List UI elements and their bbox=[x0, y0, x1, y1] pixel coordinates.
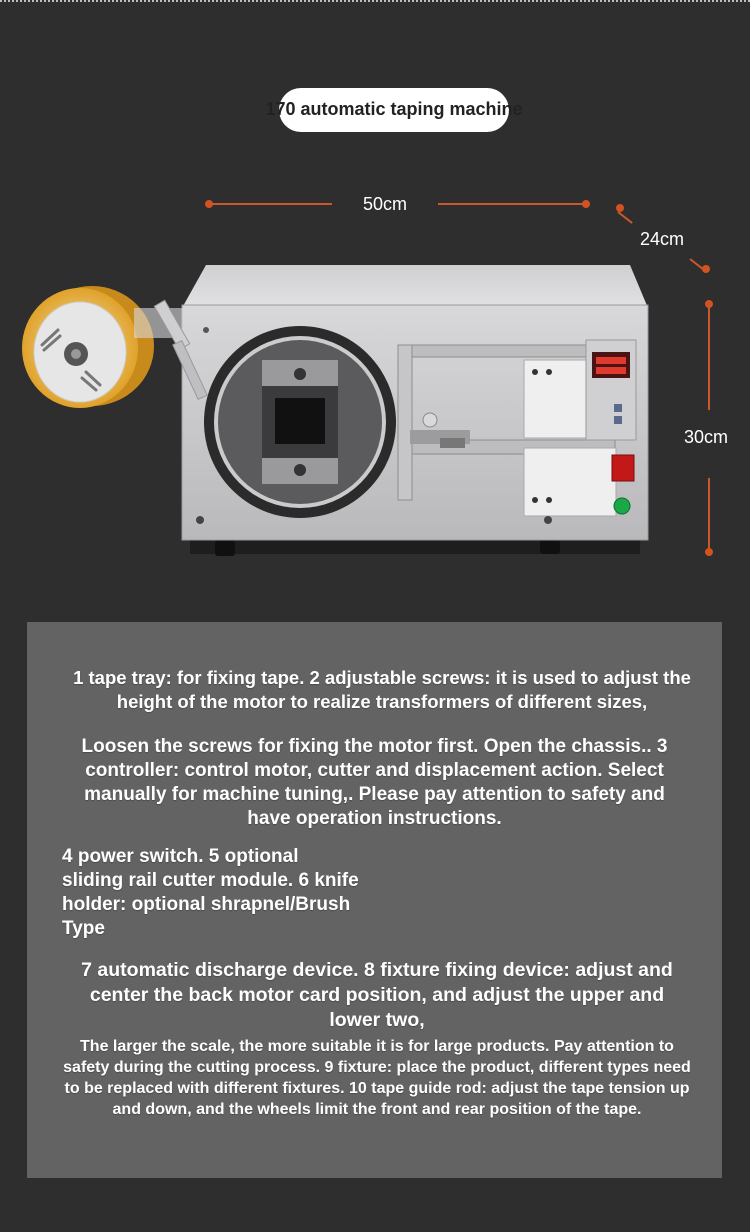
description-paragraph-5: The larger the scale, the more suitable it is for large products. Pay attention to safety during the cutting process. 9 fixture: place the product, different types need to be replaced with different fixtures. 10 tape guide rod: adjust the tape tension up and down, and the wheels limit the front and rear position of the tape. bbox=[63, 1038, 691, 1118]
chassis-top bbox=[182, 265, 648, 308]
height-label: 30cm bbox=[684, 427, 729, 447]
description-paragraph-3: 4 power switch. 5 optional sliding rail cutter module. 6 knife holder: optional shrapnel/Brush Type bbox=[62, 846, 359, 939]
description-paragraph-2: Loosen the screws for fixing the motor first. Open the chassis.. 3 controller: control motor, cutter and displacement action. Select manually for machine tuning,. Please pay attention to safety and have operation instructions. bbox=[81, 736, 668, 829]
depth-label: 24cm bbox=[640, 229, 685, 249]
taping-machine-image bbox=[0, 0, 750, 600]
fixture-ring bbox=[204, 326, 396, 518]
start-button bbox=[614, 498, 630, 514]
page-title: 170 automatic taping machine bbox=[265, 99, 523, 119]
power-switch bbox=[612, 455, 634, 481]
tape-roll bbox=[22, 286, 154, 408]
description-paragraph-4: 7 automatic discharge device. 8 fixture fixing device: adjust and center the back motor card position, and adjust the upper and lower two, bbox=[81, 959, 673, 1031]
width-label: 50cm bbox=[363, 194, 408, 214]
description-paragraph-1: 1 tape tray: for fixing tape. 2 adjustable screws: it is used to adjust the height of the motor to realize transformers of different sizes, bbox=[73, 667, 691, 712]
controller-panel bbox=[586, 340, 636, 440]
